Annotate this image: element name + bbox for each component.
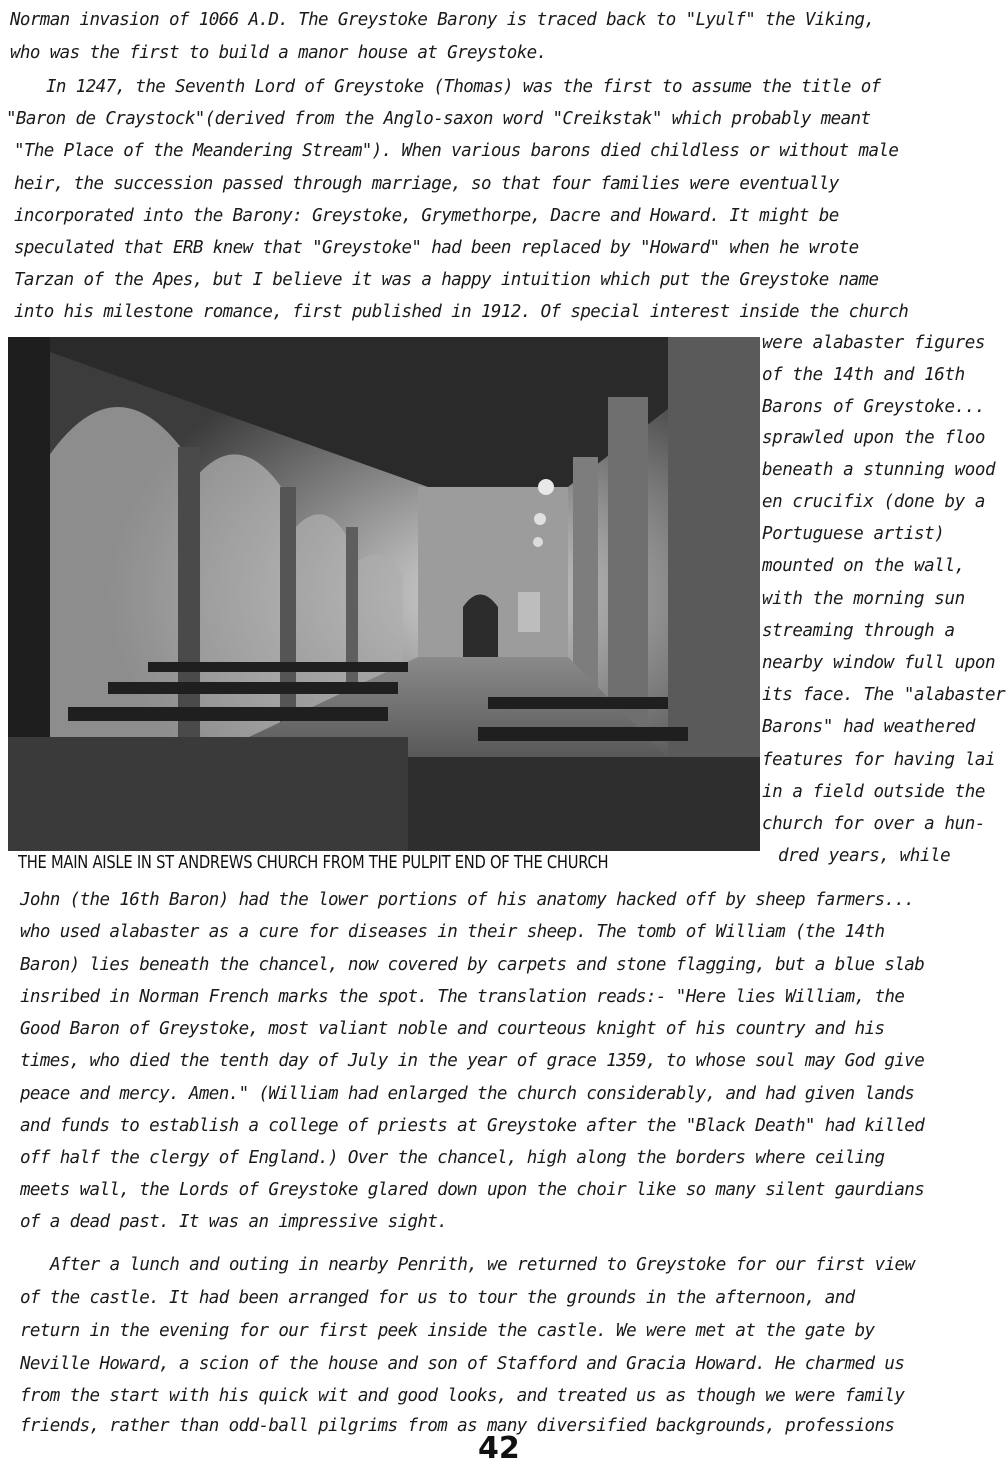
text-line: who was the first to build a manor house at Greystoke. (10, 43, 547, 63)
text-line: Norman invasion of 1066 A.D. The Greystoke Barony is traced back to "Lyulf" the Viking, (10, 10, 875, 30)
text-line: of a dead past. It was an impressive sight. (20, 1212, 448, 1232)
text-line: After a lunch and outing in nearby Penrith, we returned to Greystoke for our first view (50, 1255, 915, 1275)
text-line: in a field outside the (762, 782, 985, 802)
text-line: John (the 16th Baron) had the lower portions of his anatomy hacked off by sheep farmers... (20, 890, 915, 910)
text-line: from the start with his quick wit and good looks, and treated us as though we were family (20, 1386, 905, 1406)
text-line: and funds to establish a college of priests at Greystoke after the "Black Death" had killed (20, 1116, 925, 1136)
text-line: its face. The "alabaster (762, 685, 1006, 705)
text-line: en crucifix (done by a (762, 492, 985, 512)
text-line: Tarzan of the Apes, but I believe it was a happy intuition which put the Greystoke name (14, 270, 879, 290)
text-line: church for over a hun- (762, 814, 985, 834)
text-line: Barons of Greystoke... (762, 397, 985, 417)
church-aisle-photo (8, 337, 760, 851)
text-line: Barons" had weathered (762, 717, 975, 737)
text-line: friends, rather than odd-ball pilgrims from as many diversified backgrounds, professions (20, 1416, 895, 1436)
text-line: were alabaster figures (762, 333, 985, 353)
text-line: Portuguese artist) (762, 524, 945, 544)
text-line: streaming through a (762, 621, 955, 641)
text-line: return in the evening for our first peek inside the castle. We were met at the gate by (20, 1321, 875, 1341)
text-line: into his milestone romance, first published in 1912. Of special interest inside the church (14, 302, 909, 322)
text-line: with the morning sun (762, 589, 965, 609)
page-number: 42 (478, 1431, 520, 1466)
text-line: of the 14th and 16th (762, 365, 965, 385)
text-line: features for having lai (762, 750, 996, 770)
text-line: In 1247, the Seventh Lord of Greystoke (Thomas) was the first to assume the title of (46, 77, 881, 97)
text-line: Good Baron of Greystoke, most valiant noble and courteous knight of his country and his (20, 1019, 885, 1039)
text-line: incorporated into the Barony: Greystoke, Grymethorpe, Dacre and Howard. It might be (14, 206, 839, 226)
text-line: Baron) lies beneath the chancel, now covered by carpets and stone flagging, but a blue slab (20, 955, 925, 975)
text-line: insribed in Norman French marks the spot. The translation reads:- "Here lies William, the (20, 987, 905, 1007)
text-line: nearby window full upon (762, 653, 996, 673)
text-line: peace and mercy. Amen." (William had enlarged the church considerably, and had given lands (20, 1084, 915, 1104)
text-line: "The Place of the Meandering Stream"). When various barons died childless or without male (14, 141, 899, 161)
text-line: of the castle. It had been arranged for us to tour the grounds in the afternoon, and (20, 1288, 855, 1308)
text-line: who used alabaster as a cure for diseases in their sheep. The tomb of William (the 14th (20, 922, 885, 942)
text-line: times, who died the tenth day of July in the year of grace 1359, to whose soul may God give (20, 1051, 925, 1071)
text-line: mounted on the wall, (762, 556, 965, 576)
text-line: dred years, while (778, 846, 951, 866)
text-line: speculated that ERB knew that "Greystoke" had been replaced by "Howard" when he wrote (14, 238, 859, 258)
text-line: heir, the succession passed through marriage, so that four families were eventually (14, 174, 839, 194)
text-line: meets wall, the Lords of Greystoke glared down upon the choir like so many silent gaurdians (20, 1180, 925, 1200)
text-line: Neville Howard, a scion of the house and son of Stafford and Gracia Howard. He charmed us (20, 1354, 905, 1374)
text-line: beneath a stunning wood (762, 460, 996, 480)
text-line: off half the clergy of England.) Over the chancel, high along the borders where ceiling (20, 1148, 885, 1168)
text-line: sprawled upon the floo (762, 428, 985, 448)
text-line: "Baron de Craystock"(derived from the Anglo-saxon word "Creikstak" which probably meant (6, 109, 871, 129)
photo-caption: THE MAIN AISLE IN ST ANDREWS CHURCH FROM THE PULPIT END OF THE CHURCH (18, 853, 609, 873)
